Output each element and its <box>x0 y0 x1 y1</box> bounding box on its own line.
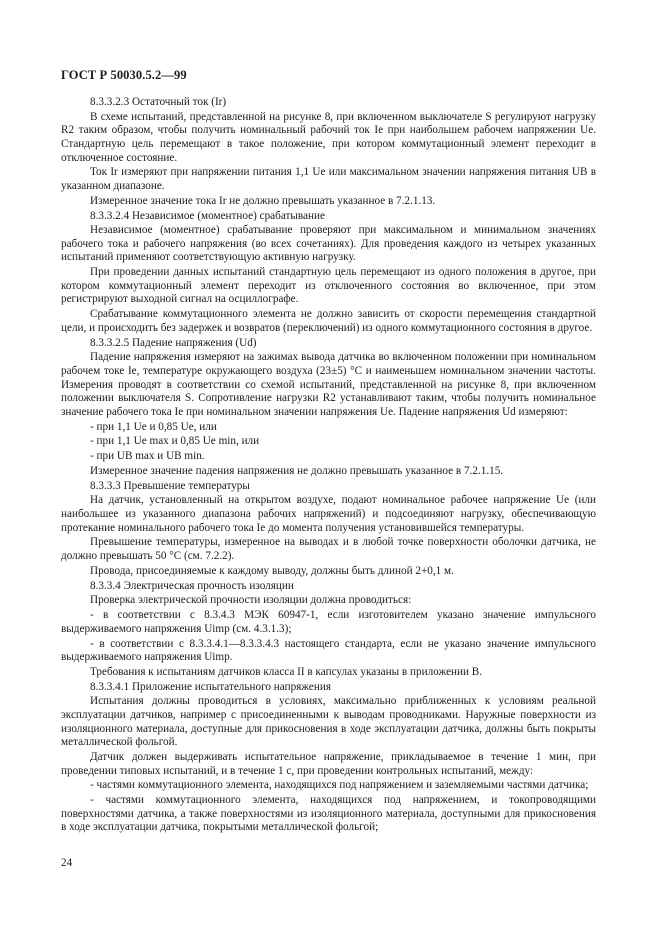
page-number: 24 <box>61 857 73 869</box>
paragraph: Измеренное значение падения напряжения не должно превышать указанное в 7.2.1.15. <box>90 464 504 477</box>
paragraph: Ток Ir измеряют при напряжении питания 1,1 Ue или максимальном значении напряжения питания UB в указанном диапазоне. <box>61 166 596 192</box>
list-item: - в соответствии с 8.3.4.3 МЭК 60947-1, если изготовителем указано значение импульсного выдерживаемого напряжения Uimp (см. 4.3.1.3); <box>61 609 596 635</box>
heading-8-3-3-2-5: 8.3.3.2.5 Падение напряжения (Ud) <box>90 336 257 349</box>
paragraph: При проведении данных испытаний стандартную цель перемещают из одного положения в другое, при котором коммутационный элемент переходит из отключенного состояния во включенное, при этом регистрируют выходной сигнал на осциллографе. <box>61 266 596 306</box>
paragraph: На датчик, установленный на открытом воздухе, подают номинальное рабочее напряжение Ue (или наибольшее из указанного диапазона рабочих напряжений) и подсоединяют нагрузку, обеспечивающую протекание номинального рабочего тока Ie до момента получения установившейся температуры. <box>61 494 596 534</box>
list-item: - в соответствии с 8.3.3.4.1—8.3.3.4.3 настоящего стандарта, если не указано значение импульсного выдерживаемого напряжения Uimp. <box>61 637 596 664</box>
standard-header: ГОСТ Р 50030.5.2—99 <box>61 68 187 82</box>
paragraph: В схеме испытаний, представленной на рисунке 8, при включенном выключателе S регулируют нагрузку R2 таким образом, чтобы получить номинальный рабочий ток Ie при наибольшем рабочем напряжении Ue. Стандартную цель перемещают в такое положение, при котором коммутационный элемент переходит в отключенное состояние. <box>61 110 596 164</box>
list-item: - при UB max и UB min. <box>90 450 205 463</box>
heading-8-3-3-2-4: 8.3.3.2.4 Независимое (моментное) срабатывание <box>90 209 325 222</box>
paragraph: Независимое (моментное) срабатывание проверяют при максимальном и минимальном значениях рабочего тока и рабочего напряжения (во всех сочетаниях). Для проведения каждого из четырех указанных испытаний применяют соответствующую активную нагрузку. <box>61 224 596 264</box>
paragraph: Превышение температуры, измеренное на выводах и в любой точке поверхности оболочки датчика, не должно превышать 50 °С (см. 7.2.2). <box>61 536 596 562</box>
list-item: - при 1,1 Ue max и 0,85 Ue min, или <box>90 435 260 448</box>
paragraph: Падение напряжения измеряют на зажимах вывода датчика во включенном положении при номинальном рабочем токе Ie, температуре окружающего воздуха (23±5) °С и наименьшем номинальном значении частоты. Измерения проводят в соответствии со схемой испытаний, представленной на рисунке 8, при включенном положении выключателя S. Сопротивление нагрузки R2 устанавливают таким, чтобы получить номинальное значение рабочего тока Ie при номинальном значении напряжения Ue. Падение напряжения Ud измеряют: <box>61 351 596 418</box>
paragraph: Проверка электрической прочности изоляции должна проводиться: <box>90 594 412 607</box>
heading-8-3-3-2-3: 8.3.3.2.3 Остаточный ток (Ir) <box>90 96 227 108</box>
document-body <box>61 96 596 835</box>
list-item: - частями коммутационного элемента, находящихся под напряжением, и токопроводящими поверхностями датчика, а также поверхностями из изоляционного материала, доступными для прикосновения в ходе эксплуатации датчика, покрытыми металлической фольгой; <box>61 794 596 834</box>
heading-8-3-3-3: 8.3.3.3 Превышение температуры <box>90 479 250 492</box>
paragraph: Требования к испытаниям датчиков класса II в капсулах указаны в приложении В. <box>90 665 483 678</box>
paragraph: Измеренное значение тока Ir не должно превышать указанное в 7.2.1.13. <box>90 194 436 207</box>
list-item: - при 1,1 Ue и 0,85 Ue, или <box>90 420 217 433</box>
list-item: - частями коммутационного элемента, находящихся под напряжением и заземляемыми частями датчика; <box>90 779 589 792</box>
heading-8-3-3-4: 8.3.3.4 Электрическая прочность изоляции <box>90 579 294 592</box>
paragraph: Провода, присоединяемые к каждому выводу, должны быть длиной 2+0,1 м. <box>90 564 454 577</box>
paragraph: Датчик должен выдерживать испытательное напряжение, прикладываемое в течение 1 мин, при проведении типовых испытаний, и в течение 1 с, при проведении контрольных испытаний, между: <box>61 751 596 777</box>
heading-8-3-3-4-1: 8.3.3.4.1 Приложение испытательного напряжения <box>90 680 331 693</box>
paragraph: Срабатывание коммутационного элемента не должно зависить от скорости перемещения стандартной цели, и происходить без задержек и возвратов (переключений) из одного коммутационного состояния в другое. <box>61 308 596 334</box>
paragraph: Испытания должны проводиться в условиях, максимально приближенных к условиям реальной эксплуатации датчиков, например с присоединенными к выводам проводниками. Наружные поверхности из изоляционного материала, доступные для прикосновения в ходе эксплуатации датчика, должны быть покрыты металлической фольгой. <box>61 695 596 749</box>
